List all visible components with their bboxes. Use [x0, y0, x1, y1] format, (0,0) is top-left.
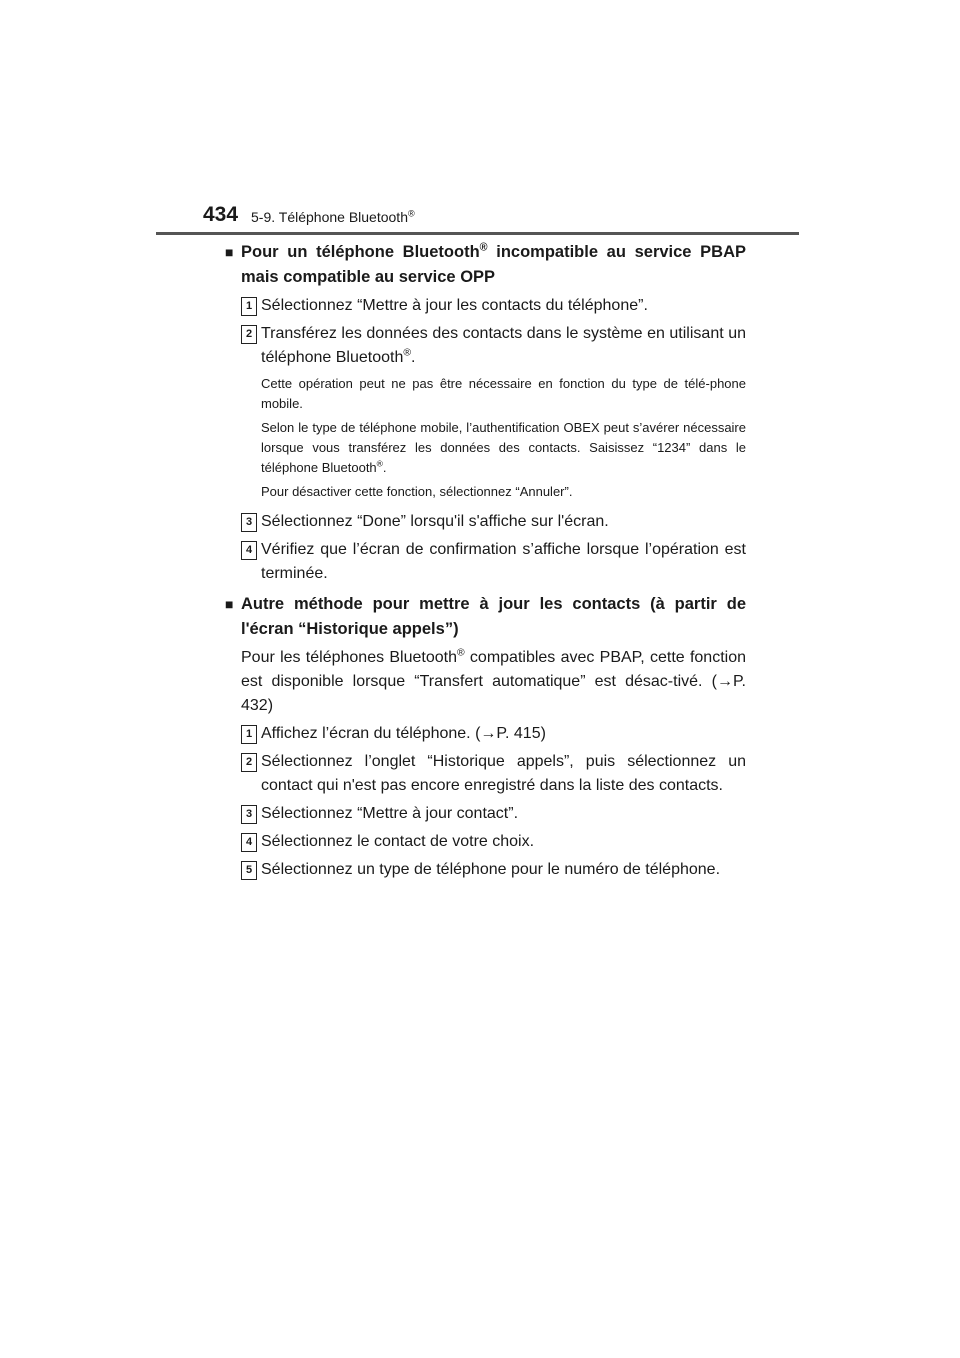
step-number: 4 [241, 541, 257, 560]
page-content [225, 240, 746, 882]
step-number: 1 [241, 297, 257, 316]
step-item: 1 Sélectionnez “Mettre à jour les contacts du téléphone”. [225, 294, 746, 318]
note-text: Selon le type de téléphone mobile, l’authentification OBEX peut s’avérer nécessaire lorsque vous transférez les données des contacts. Saisissez “1234” dans le téléphone Bluetooth®. [261, 420, 746, 475]
page-number: 434 [203, 203, 239, 226]
step-item: 1 Affichez l’écran du téléphone. (→P. 415) [225, 722, 746, 746]
section-title: 5-9. Téléphone Bluetooth® [251, 208, 415, 225]
section-heading: ■ Autre méthode pour mettre à jour les contacts (à partir de l'écran “Historique appels”) [225, 592, 746, 642]
note-text: Pour désactiver cette fonction, sélectionnez “Annuler”. [261, 484, 573, 499]
step-number: 3 [241, 805, 257, 824]
step-item: 3 Sélectionnez “Mettre à jour contact”. [225, 802, 746, 826]
section-heading: ■ Pour un téléphone Bluetooth® incompatible au service PBAP mais compatible au service OPP [225, 241, 746, 286]
note-text: Cette opération peut ne pas être nécessaire en fonction du type de télé-phone mobile. [261, 376, 746, 411]
step-item: 2 Sélectionnez l’onglet “Historique appels”, puis sélectionnez un contact qui n'est pas encore enregistré dans la liste des contacts. [225, 750, 746, 798]
step-item: 4 Vérifiez que l’écran de confirmation s’affiche lorsque l’opération est terminée. [225, 538, 746, 586]
section-intro: Pour les téléphones Bluetooth® compatibles avec PBAP, cette fonction est disponible lorsque “Transfert automatique” est désac-tivé. (→P. 432) [241, 647, 746, 714]
step-number: 3 [241, 513, 257, 532]
step-number: 2 [241, 325, 257, 344]
step-item: 5 Sélectionnez un type de téléphone pour le numéro de téléphone. [225, 858, 746, 882]
square-bullet-icon: ■ [225, 596, 234, 612]
step-number: 1 [241, 725, 257, 744]
square-bullet-icon: ■ [225, 244, 234, 260]
step-item: 3 Sélectionnez “Done” lorsqu'il s'affiche sur l'écran. [225, 510, 746, 534]
step-number: 4 [241, 833, 257, 852]
header-rule [156, 232, 799, 235]
step-number: 2 [241, 753, 257, 772]
step-item: 2 Transférez les données des contacts dans le système en utilisant un téléphone Bluetooth®. [225, 322, 746, 370]
step-item: 4 Sélectionnez le contact de votre choix. [225, 830, 746, 854]
step-number: 5 [241, 861, 257, 880]
page-header [203, 203, 799, 233]
